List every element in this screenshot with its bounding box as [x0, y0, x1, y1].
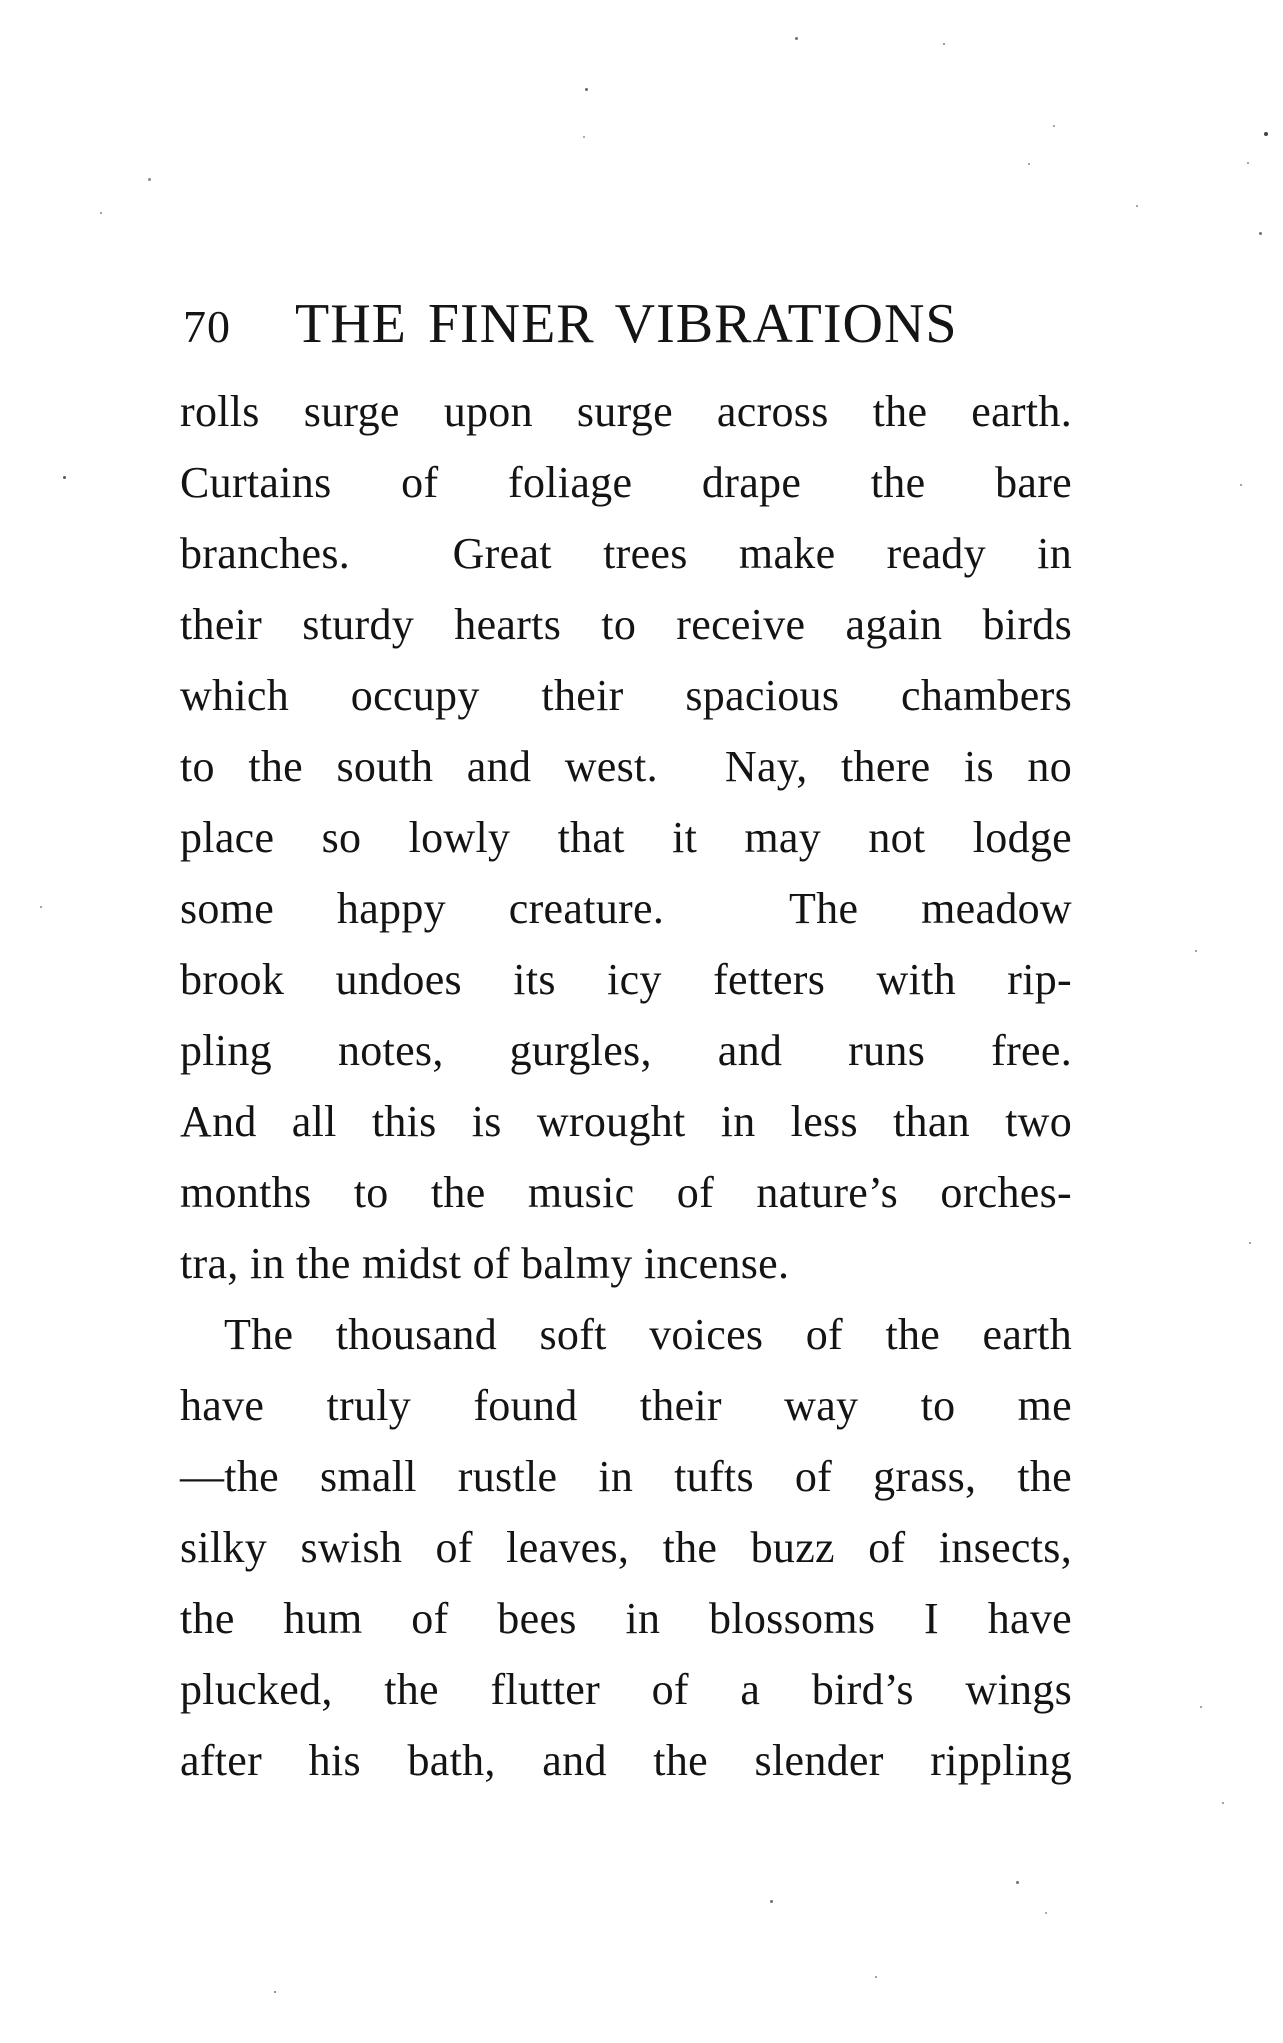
scan-speck [1222, 1802, 1224, 1804]
text-line: the hum of bees in blossoms I have [180, 1594, 1072, 1643]
scan-speck [1240, 484, 1242, 486]
running-title: THE FINER VIBRATIONS [295, 293, 958, 355]
text-line: rolls surge upon surge across the earth. [180, 387, 1072, 436]
text-block [180, 376, 1072, 1796]
scan-speck [943, 43, 945, 45]
scan-speck [1028, 163, 1030, 165]
text-line: tra, in the midst of balmy incense. [180, 1239, 790, 1288]
scan-speck [1249, 1242, 1251, 1244]
scan-speck [148, 178, 151, 181]
scan-speck [1264, 132, 1268, 136]
text-line: their sturdy hearts to receive again birds [180, 600, 1072, 649]
text-line: some happy creature. The meadow [180, 884, 1072, 933]
scan-speck [40, 906, 42, 908]
text-line: which occupy their spacious chambers [180, 671, 1072, 720]
scan-speck [1200, 1706, 1202, 1708]
text-line: Curtains of foliage drape the bare [180, 458, 1072, 507]
text-line: The thousand soft voices of the earth [224, 1310, 1072, 1359]
scan-speck [875, 1976, 877, 1978]
scan-speck [63, 476, 66, 479]
scan-speck [1016, 1881, 1019, 1884]
text-line: to the south and west. Nay, there is no [180, 742, 1072, 791]
scan-speck [1136, 205, 1138, 207]
text-line: after his bath, and the slender rippling [180, 1736, 1072, 1785]
text-line: —the small rustle in tufts of grass, the [180, 1452, 1072, 1501]
scan-speck [770, 1900, 773, 1903]
scan-speck [1045, 1912, 1047, 1914]
text-line: silky swish of leaves, the buzz of insects, [180, 1523, 1072, 1572]
text-line: brook undoes its icy fetters with rip- [180, 955, 1072, 1004]
text-line: place so lowly that it may not lodge [180, 813, 1072, 862]
text-line: And all this is wrought in less than two [180, 1097, 1072, 1146]
text-line: branches. Great trees make ready in [180, 529, 1072, 578]
scan-speck [1247, 162, 1249, 164]
text-line: months to the music of nature’s orches- [180, 1168, 1072, 1217]
scan-speck [1259, 232, 1262, 235]
page-number: 70 [183, 301, 231, 352]
scan-speck [100, 212, 102, 214]
scan-speck [1053, 125, 1055, 127]
scan-speck [274, 1991, 276, 1993]
scan-speck [795, 37, 798, 40]
scan-speck [585, 88, 588, 91]
text-line: pling notes, gurgles, and runs free. [180, 1026, 1072, 1075]
page-header [183, 292, 958, 356]
scan-speck [583, 136, 585, 138]
scan-speck [1195, 950, 1197, 952]
text-line: plucked, the flutter of a bird’s wings [180, 1665, 1072, 1714]
text-line: have truly found their way to me [180, 1381, 1072, 1430]
